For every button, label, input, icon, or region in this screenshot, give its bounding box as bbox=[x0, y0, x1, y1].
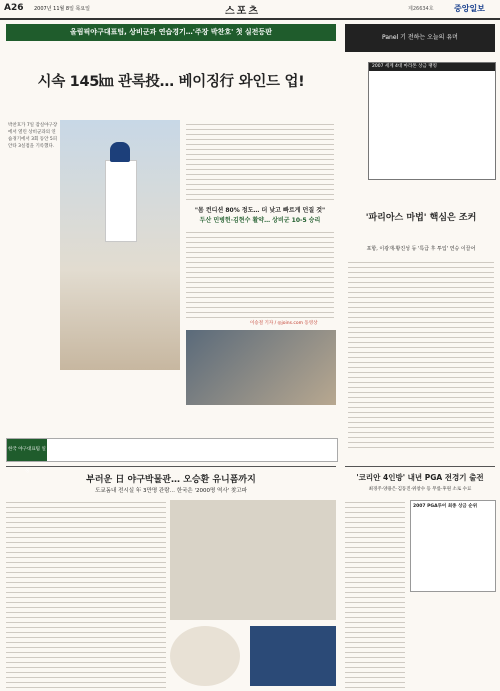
feature-subhead: 포항, 이광재·황진성 등 '특급 후 투입' 연승 이끌어 bbox=[366, 246, 476, 252]
main-headline: 시속 145㎞ 관록投… 베이징行 와인드 업! bbox=[37, 74, 305, 90]
uniform-photo bbox=[250, 626, 336, 686]
feature-body bbox=[348, 258, 494, 448]
article-body bbox=[186, 120, 334, 200]
ranking-list bbox=[368, 62, 496, 180]
divider bbox=[6, 466, 336, 467]
issue-date: 2007년 11월 8일 목요일 bbox=[34, 6, 91, 12]
pga-money-table bbox=[410, 500, 496, 592]
list-title: 2007 세계 4대 마라톤 상금 랭킹 bbox=[369, 63, 495, 71]
subhead-2: 두산 민병헌·김현수 활약… 상비군 10-5 승리 bbox=[199, 217, 321, 224]
table-title: 2007 PGA투어 최종 상금 순위 bbox=[413, 504, 478, 509]
pitcher-photo bbox=[60, 120, 180, 370]
schedule-label: 한국 야구대표팀 일정 bbox=[7, 439, 47, 461]
subhead: "몸 컨디션 80% 정도… 더 낮고 빠르게 던질 것" bbox=[194, 207, 326, 214]
page-header bbox=[0, 0, 500, 20]
byline: 이승철 기자 / ◎joins.com 동영상 bbox=[250, 321, 318, 326]
golf-body bbox=[345, 498, 405, 688]
museum-photo bbox=[170, 500, 336, 620]
topic-banner: 올림픽야구대표팀, 상비군과 연습경기…'주장 박찬호' 첫 실전등판 bbox=[6, 24, 336, 41]
photo-caption: 박찬호가 7일 잠실야구장에서 열린 상비군과의 연습경기에서 3회 동안 5피안타 3실점을 기록했다. bbox=[8, 123, 58, 149]
golf-subhead: 최경주·양용은·김동진·위창수 등 무릎·후원 소로 수료 bbox=[368, 487, 472, 492]
newspaper-logo: 중앙일보 bbox=[454, 4, 485, 13]
lower-subhead: 도쿄돔내 전시실 年 3만명 관람… 한국은 '2000명 역사' 찾고파 bbox=[95, 488, 247, 494]
schedule-table bbox=[6, 438, 338, 474]
golf-headline: '코리안 4인방' 내년 PGA 전경기 출전 bbox=[356, 473, 484, 482]
lower-body bbox=[6, 498, 166, 688]
lower-headline: 부러운 日 야구박물관… 오승환 유니폼까지 bbox=[86, 475, 256, 485]
coach-photo bbox=[186, 330, 336, 405]
right-divider bbox=[345, 466, 495, 467]
right-panel-banner: Panel 기 전하는 오늘의 유머 bbox=[345, 24, 495, 52]
feature-title: '파리아스 마법' 핵심은 조커 bbox=[365, 213, 477, 223]
edition-number: 제26634호 bbox=[408, 6, 434, 12]
section-name: 스포츠 bbox=[225, 6, 260, 17]
page-number: A26 bbox=[4, 3, 24, 13]
baseball-photo bbox=[170, 626, 240, 686]
article-body-2 bbox=[186, 228, 334, 318]
